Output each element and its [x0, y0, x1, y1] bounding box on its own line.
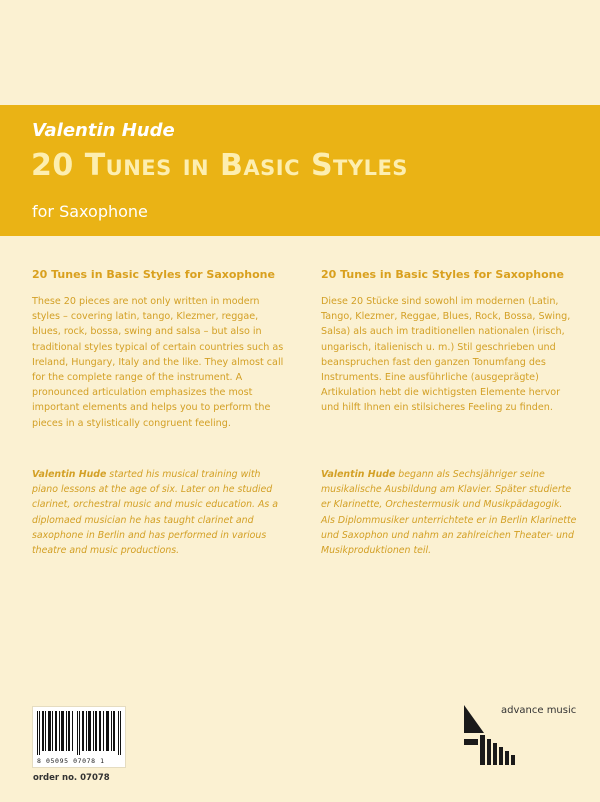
publisher-name: advance music [501, 705, 577, 716]
english-heading: 20 Tunes in Basic Styles for Saxophone [32, 268, 275, 281]
book-subtitle: for Saxophone [32, 202, 148, 221]
barcode-bars-icon [37, 711, 121, 755]
german-bio [321, 467, 577, 558]
german-heading: 20 Tunes in Basic Styles for Saxophone [321, 268, 564, 281]
barcode [32, 706, 126, 768]
german-description: Diese 20 Stücke sind sowohl im modernen (Latin, Tango, Klezmer, Reggae, Blues, Rock, Bossa, Swing, Salsa) als auch im traditionellen nationalen (irisch, ungarisch, italienisch u. m.) Stil geschrieben und beanspruchen fast den ganzen Tonumfang des Instruments. Eine ausführliche (ausgeprägte) Artikulation hebt die wichtigsten Elemente hervor und hilft Ihnen ein stilsicheres Feeling zu finden. [321, 296, 571, 414]
german-bio-text: begann als Sechsjähriger seine musikalische Ausbildung am Klavier. Später studierte er Klarinette, Orchestermusik und Musikpädagogik. Als Diplommusiker unterrichtete er in Berlin Klarinette und Saxophon und nahm an zahlreichen Theater- und Musikproduktionen teil. [321, 469, 577, 557]
author-name: Valentin Hude [32, 120, 175, 141]
english-description: These 20 pieces are not only written in modern styles – covering latin, tango, Klezmer, reggae, blues, rock, bossa, swing and salsa – but also in traditional styles typical of certain countries such as Ireland, Hungary, Italy and the like. They almost call for the complete range of the instrument. A pronounced articulation emphasizes the most important elements and helps you to perform the pieces in a stylistically congruent feeling. [32, 296, 284, 429]
english-column [32, 268, 284, 431]
english-bio [32, 467, 288, 558]
german-bio-name: Valentin Hude [321, 469, 396, 480]
english-bio-name: Valentin Hude [32, 469, 107, 480]
english-bio-text: started his musical training with piano lessons at the age of six. Later on he studied clarinet, orchestral music and music education. As a diplomaed musician he has taught clarinet and saxophone in Berlin and has performed in various theatre and music productions. [32, 469, 279, 557]
german-column [321, 268, 573, 416]
book-title: 20 Tunes in Basic Styles [31, 148, 408, 183]
order-number: order no. 07078 [33, 773, 110, 783]
barcode-number: 8 05095 07078 1 [37, 757, 105, 765]
